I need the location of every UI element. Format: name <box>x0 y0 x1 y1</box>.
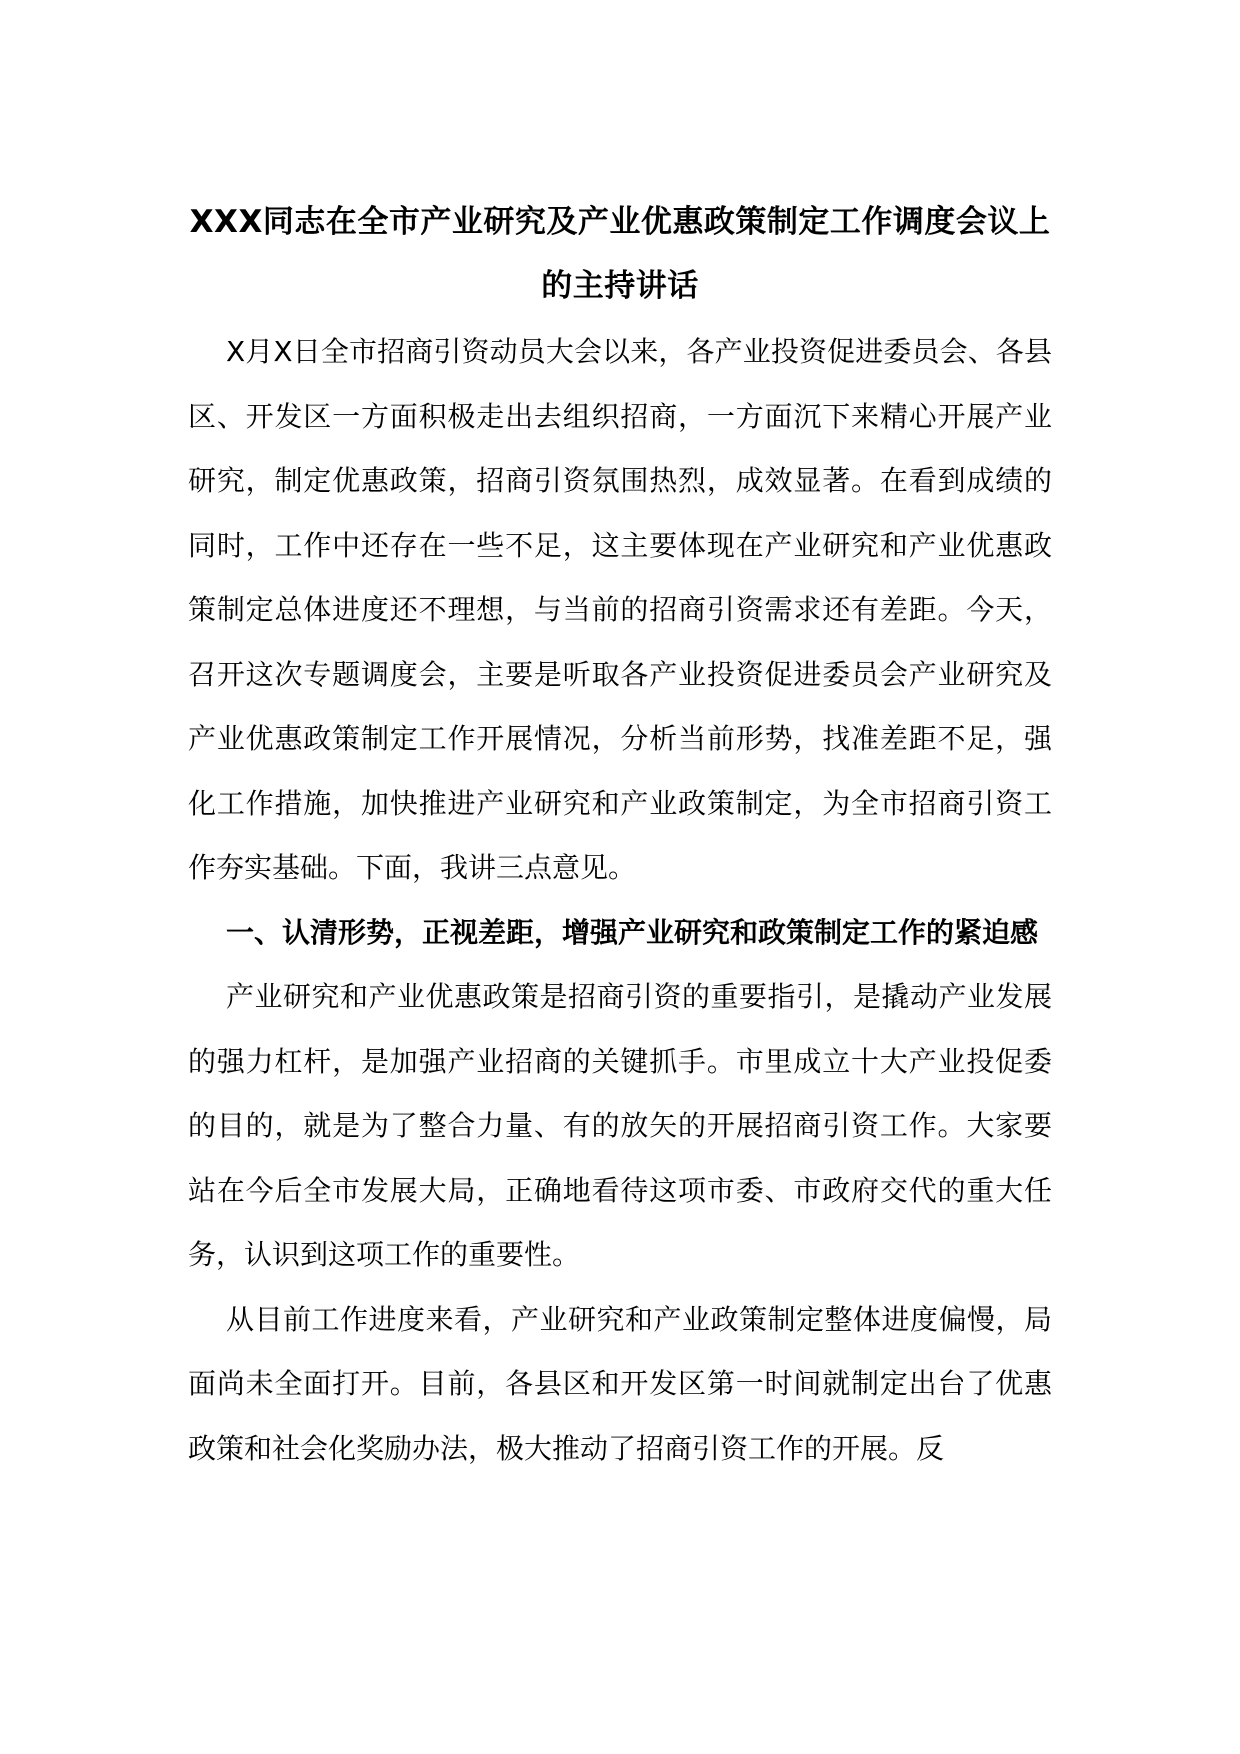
section1-paragraph-2: 从目前工作进度来看，产业研究和产业政策制定整体进度偏慢，局面尚未全面打开。目前，各县区和开发区第一时间就制定出台了优惠政策和社会化奖励办法，极大推动了招商引资工作的开展。反 <box>188 1302 1052 1465</box>
intro-paragraph: X月X日全市招商引资动员大会以来，各产业投资促进委员会、各县区、开发区一方面积极走出去组织招商，一方面沉下来精心开展产业研究，制定优惠政策，招商引资氛围热烈，成效显著。在看到成绩的同时，工作中还存在一些不足，这主要体现在产业研究和产业优惠政策制定总体进度还不理想，与当前的招商引资需求还有差距。今天，召开这次专题调度会，主要是听取各产业投资促进委员会产业研究及产业优惠政策制定工作开展情况，分析当前形势，找准差距不足，强化工作措施，加快推进产业研究和产业政策制定，为全市招商引资工作夯实基础。下面，我讲三点意见。 <box>188 335 1052 884</box>
section1-paragraph-1: 产业研究和产业优惠政策是招商引资的重要指引，是撬动产业发展的强力杠杆，是加强产业招商的关键抓手。市里成立十大产业投促委的目的，就是为了整合力量、有的放矢的开展招商引资工作。大家要站在今后全市发展大局，正确地看待这项市委、市政府交代的重大任务，认识到这项工作的重要性。 <box>188 980 1052 1271</box>
section-heading-1: 一、认清形势，正视差距，增强产业研究和政策制定工作的紧迫感 <box>226 915 1039 949</box>
document-title: XXX同志在全市产业研究及产业优惠政策制定工作调度会议上的主持讲话 <box>189 204 1051 304</box>
document-body <box>188 190 1052 1481</box>
